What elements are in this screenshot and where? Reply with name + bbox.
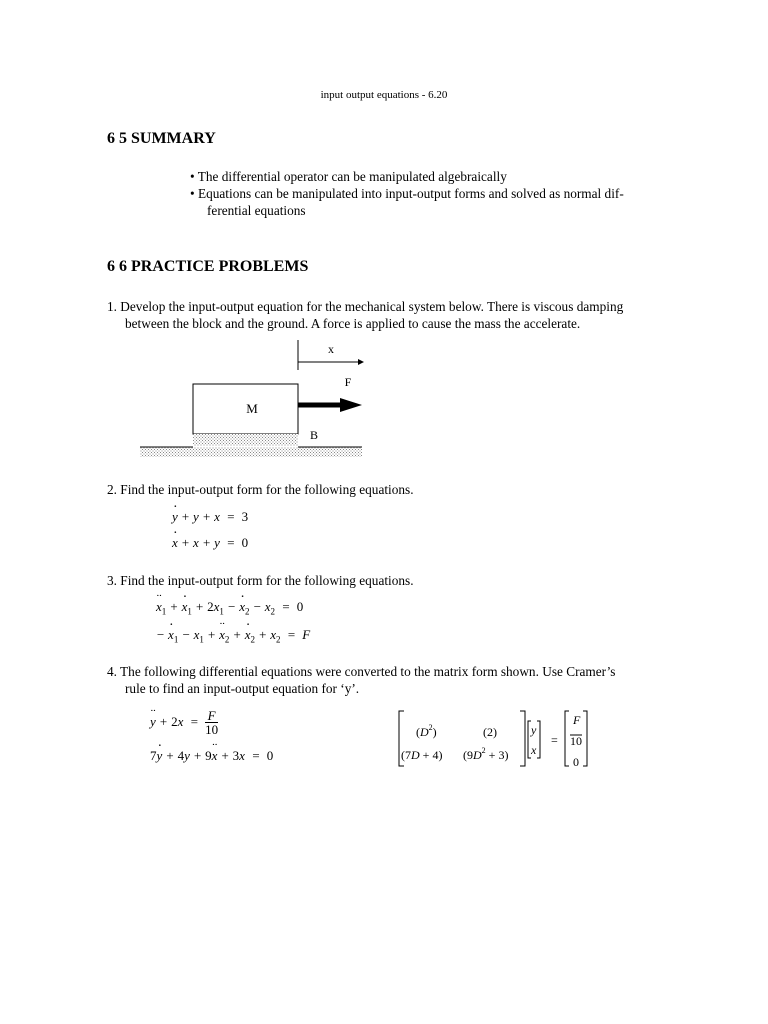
section-heading-practice: 6 6 PRACTICE PROBLEMS bbox=[107, 258, 309, 275]
force-arrow-head bbox=[340, 398, 362, 412]
problem-4-equation-1: ·· y + 2x = $\frac{F}{10}$ bbox=[150, 710, 218, 736]
summary-bullet-2b: ferential equations bbox=[207, 203, 306, 218]
vector-y: y bbox=[531, 723, 537, 737]
rhs-vector-right-bracket bbox=[583, 711, 587, 766]
summary-bullets bbox=[190, 168, 670, 219]
problem-4 bbox=[107, 663, 687, 697]
matrix-a21: (7D + 4) bbox=[401, 748, 443, 762]
summary-bullet-2a: • Equations can be manipulated into input-output forms and solved as normal dif- bbox=[190, 186, 624, 201]
rhs-vector-left-bracket bbox=[565, 711, 569, 766]
mass-label: M bbox=[246, 401, 258, 416]
matrix-equals: = bbox=[551, 733, 558, 747]
vector-x: x bbox=[531, 743, 537, 757]
ground-hatch bbox=[140, 447, 362, 457]
problem-4-line-1: 4. The following differential equations were converted to the matrix form shown. Use Cramer’s bbox=[107, 664, 616, 679]
mass-damper-diagram bbox=[130, 335, 380, 465]
section-heading-summary: 6 5 SUMMARY bbox=[107, 130, 216, 147]
problem-4-equation-2: 7· y + 4y + 9·· x + 3x = 0 bbox=[150, 748, 273, 764]
problem-3-equation-2: − · $x_1 - x_1$ + ·· $x_2$ + · $x_2 + x_2 = F$ bbox=[156, 627, 310, 645]
summary-bullet-1: • The differential operator can be manipulated algebraically bbox=[190, 169, 507, 184]
force-label: F bbox=[344, 375, 352, 389]
problem-4-matrix bbox=[395, 706, 595, 772]
problem-2: 2. Find the input-output form for the following equations. bbox=[107, 482, 414, 497]
rhs-f: F bbox=[573, 713, 581, 727]
problem-3: 3. Find the input-output form for the following equations. bbox=[107, 573, 414, 588]
page-header: input output equations - 6.20 bbox=[320, 89, 448, 101]
damping-layer bbox=[193, 434, 298, 446]
problem-2-equation-1: · y + y + x = 3 bbox=[172, 509, 248, 525]
matrix-a12: (2) bbox=[483, 725, 497, 739]
matrix-a22: $(9D^2 + 3)$ bbox=[463, 746, 509, 762]
matrix-a11: $(D^2)$ bbox=[416, 723, 437, 739]
problem-2-equation-2: · x + x + y = 0 bbox=[172, 535, 248, 551]
state-vector-right-bracket bbox=[537, 721, 540, 758]
position-arrow-head bbox=[358, 359, 364, 365]
problem-3-equation-1: ·· $x_1$ + · $x_1 + 2x_1$ − · $x_2 - x_2 = 0$ bbox=[156, 599, 303, 617]
rhs-10: 10 bbox=[570, 734, 582, 748]
problem-4-line-2: rule to find an input-output equation for ‘y’. bbox=[125, 681, 360, 696]
problem-1 bbox=[107, 298, 687, 332]
rhs-0: 0 bbox=[573, 755, 579, 769]
problem-1-line-1: 1. Develop the input-output equation for the mechanical system below. There is viscous damping bbox=[107, 299, 624, 314]
x-label: x bbox=[328, 342, 334, 356]
problem-1-line-2: between the block and the ground. A force is applied to cause the mass the accelerate. bbox=[125, 316, 581, 331]
coef-matrix-right-bracket bbox=[520, 711, 525, 766]
damper-label: B bbox=[309, 428, 319, 442]
